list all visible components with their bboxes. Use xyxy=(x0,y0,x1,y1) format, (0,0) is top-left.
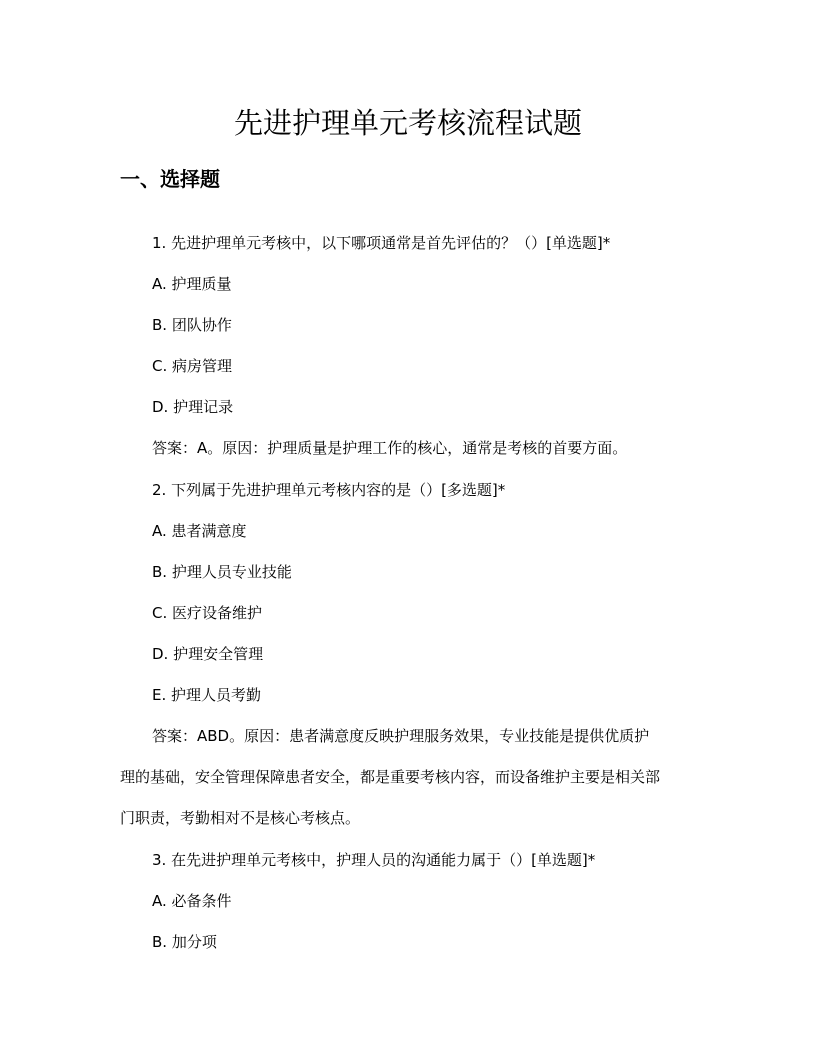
question-2-answer-line-1: 答案：ABD。原因：患者满意度反映护理服务效果，专业技能是提供优质护 xyxy=(152,727,650,745)
question-1-stem: 1. 先进护理单元考核中，以下哪项通常是首先评估的？（）[单选题]* xyxy=(152,234,611,252)
question-2-option-a: A. 患者满意度 xyxy=(152,522,247,540)
question-2-option-d: D. 护理安全管理 xyxy=(152,645,264,663)
question-2-stem: 2. 下列属于先进护理单元考核内容的是（）[多选题]* xyxy=(152,481,506,499)
question-3-stem: 3. 在先进护理单元考核中，护理人员的沟通能力属于（）[单选题]* xyxy=(152,851,596,869)
question-1-option-d: D. 护理记录 xyxy=(152,398,234,416)
question-2-option-c: C. 医疗设备维护 xyxy=(152,604,263,622)
question-2-answer-line-2: 理的基础，安全管理保障患者安全，都是重要考核内容，而设备维护主要是相关部 xyxy=(120,768,661,786)
question-2-option-b: B. 护理人员专业技能 xyxy=(152,563,292,581)
question-1-option-b: B. 团队协作 xyxy=(152,316,232,334)
question-1-option-a: A. 护理质量 xyxy=(152,275,232,293)
question-3-option-a: A. 必备条件 xyxy=(152,892,232,910)
question-1-answer: 答案：A。原因：护理质量是护理工作的核心，通常是考核的首要方面。 xyxy=(152,439,628,457)
question-1-option-c: C. 病房管理 xyxy=(152,357,233,375)
question-3-option-b: B. 加分项 xyxy=(152,933,217,951)
section-heading: 一、选择题 xyxy=(120,167,220,191)
document-title: 先进护理单元考核流程试题 xyxy=(233,106,582,140)
question-2-option-e: E. 护理人员考勤 xyxy=(152,686,262,704)
question-2-answer-line-3: 门职责，考勤相对不是核心考核点。 xyxy=(120,809,361,827)
